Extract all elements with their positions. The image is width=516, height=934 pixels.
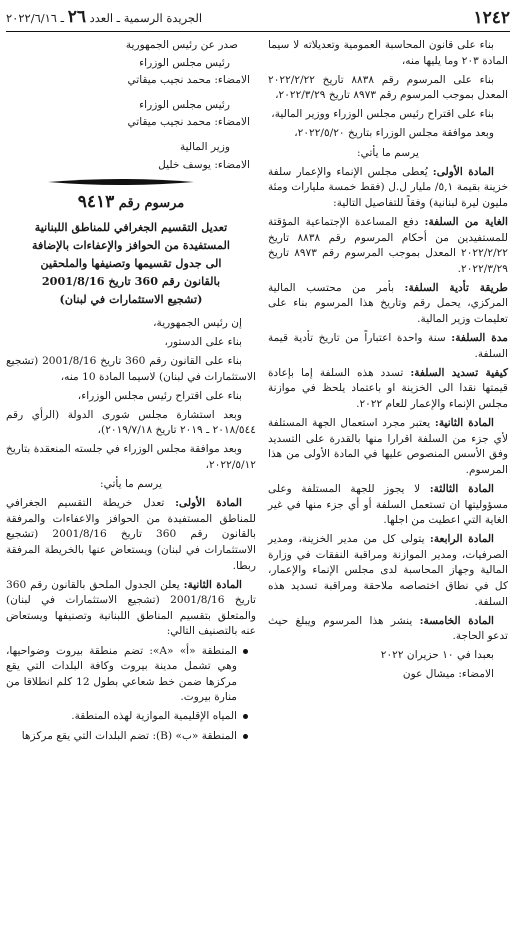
- paragraph: [268, 532, 508, 610]
- paragraph-text: يرسم ما يأتي:: [357, 146, 419, 159]
- decree-subtitle-line: تعديل التقسيم الجغرافي للمناطق اللبنانية: [34, 219, 228, 234]
- paragraph-text: تسدد هذه السلفة إما بإعادة قيمتها نقدا الى الخزينة او باعتماد يلحظ في موازنة مجلس الإنماء والإعمار للعام ٢٠٢٢.: [268, 366, 508, 410]
- issue-number: ٢٦: [67, 7, 86, 28]
- signature-line: وزير المالية: [179, 140, 230, 153]
- paragraph-text: سنة واحدة اعتباراً من تاريخ تأدية قيمة السلفة.: [268, 332, 508, 360]
- right-column: [268, 38, 508, 687]
- paragraph: [268, 667, 508, 683]
- paragraph: [6, 316, 256, 332]
- article-label: المادة الرابعة:: [429, 533, 494, 546]
- article-label: المادة الأولى:: [432, 165, 494, 178]
- paragraph-text: بناء على اقتراح رئيس مجلس الوزراء ووزير المالية،: [271, 108, 494, 121]
- decree-subtitle-line: (تشجيع الاستثمارات في لبنان): [59, 291, 203, 306]
- gazette-title: [6, 7, 203, 28]
- signature-line: رئيس مجلس الوزراء: [139, 56, 230, 69]
- paragraph: [268, 482, 508, 529]
- paragraph-text: لا يجوز للجهة المستلفة وعلى مسؤوليتها ان تستعمل السلفة أو أي جزء منها في غير الغاية التي اعطيت من اجلها.: [268, 482, 508, 527]
- header-divider: [6, 31, 510, 32]
- article-label: المادة الثالثة:: [429, 482, 495, 495]
- list-item: [6, 709, 256, 725]
- decree-number: ٩٤١٣: [77, 192, 115, 213]
- paragraph-text: يعلن الجدول الملحق بالقانون رقم 360 تاريخ 2001/8/16 (تشجيع الاستثمارات في لبنان) والمتعلق بتقسيم المناطق اللبنانية وتصنيفها ويستعاض عنه بالتصنيف التالي:: [6, 578, 256, 638]
- list-item-text: المنطقة «ب» (B): تضم البلدات التي يقع مركزها: [21, 729, 237, 742]
- page-header: [6, 6, 510, 30]
- divider-ornament: [46, 177, 196, 187]
- paragraph-text: يُعطى مجلس الإنماء والإعمار سلفة خزينة بقيمة ٥,١/ مليار ل.ل (فقط خمسة مليارات ومئة مليون ليرة لبنانية) وفقاً للتفاصيل التالية:: [268, 165, 508, 209]
- paragraph: [6, 578, 256, 640]
- paragraph: [6, 335, 256, 351]
- article-label: مدة السلفة:: [451, 332, 508, 345]
- paragraph: [268, 416, 508, 478]
- signature-line: الامضاء: محمد نجيب ميقاتي: [127, 74, 250, 87]
- paragraph-text: وبعد موافقة مجلس الوزراء في جلسته المنعقدة بتاريخ ٢٠٢٢/٥/١٢،: [6, 443, 256, 471]
- paragraph-text: وبعد موافقة مجلس الوزراء بتاريخ ٢٠٢٢/٥/٢٠،: [294, 127, 494, 140]
- paragraph: [268, 146, 508, 162]
- gazette-name: الجريدة الرسمية ـ العدد: [89, 11, 203, 26]
- bullet-dot-icon: [243, 714, 248, 719]
- paragraph-text: بناء على المرسوم رقم ٨٨٣٨ تاريخ ٢٠٢٢/٢/٢٢ المعدل بموجب المرسوم رقم ٨٩٧٣ تاريخ ٢٠٢٢/٣/٢٩،: [268, 73, 508, 102]
- article-label: طريقة تأدية السلفة:: [404, 281, 508, 294]
- paragraph-text: بناء على القانون رقم 360 تاريخ 2001/8/16 (تشجيع الاستثمارات في لبنان) لاسيما المادة 10 منه،: [6, 354, 256, 383]
- bullet-dot-icon: [243, 734, 248, 739]
- paragraph-text: بناء على الدستور،: [164, 335, 242, 348]
- paragraph: [6, 389, 256, 405]
- article-label: الغاية من السلفة:: [424, 215, 508, 228]
- article-label: المادة الثانية:: [183, 578, 242, 591]
- paragraph: [6, 442, 256, 473]
- paragraph: [6, 354, 256, 385]
- paragraph-text: يتولى كل من مدير الخزينة، ومدير الصرفيات، ومدير الموازنة ومراقبة النفقات في وزارة المالية وجهاز المحاسبة لدى مجلس الإنماء والإعمار، كل في نطاق اختصاصه ملاحقة ومراقبة تسديد هذه السلفة.: [268, 533, 508, 608]
- list-item: [6, 729, 256, 745]
- paragraph: [268, 614, 508, 645]
- paragraph: [268, 38, 508, 69]
- paragraph-text: بأمر من محتسب المالية المركزي، يحمل رقم وتاريخ هذا المرسوم بناء على تعليمات وزير المالية.: [268, 281, 508, 325]
- paragraph: [268, 281, 508, 328]
- paragraph-text: بعبدا في ١٠ حزيران ٢٠٢٢: [380, 649, 494, 662]
- decree-subtitle-line: الى جدول تقسيمها وتصنيفها والملحقين: [40, 255, 222, 270]
- paragraph: [268, 165, 508, 212]
- paragraph-text: الامضاء: ميشال عون: [402, 668, 494, 681]
- paragraph: [268, 366, 508, 413]
- paragraph-text: إن رئيس الجمهورية،: [153, 316, 242, 329]
- decree-heading: [6, 192, 256, 213]
- paragraph-text: دفع المساعدة الإجتماعية المؤقتة للمستفيدين من أحكام المرسوم رقم ٨٨٣٨ تاريخ ٢٠٢٢/٢/٢٢ المعدل بموجب المرسوم رقم ٨٩٧٣ تاريخ ٢٠٢٢/٣/٢٩.: [268, 215, 509, 275]
- list-item-text: المياه الإقليمية الموازية لهذه المنطقة.: [71, 710, 237, 723]
- signature-line: صدر عن رئيس الجمهورية: [125, 39, 238, 51]
- signature-line: رئيس مجلس الوزراء: [139, 98, 230, 111]
- list-item: [6, 644, 256, 706]
- issue-date: ـ ٢٠٢٢/٦/١٦: [6, 11, 65, 26]
- page-number: ١٢٤٢: [473, 8, 510, 29]
- paragraph-text: ينشر هذا المرسوم ويبلغ حيث تدعو الحاجة.: [268, 614, 508, 643]
- article-label: المادة الخامسة:: [419, 614, 494, 627]
- decree-body: [6, 316, 256, 640]
- paragraph: [6, 496, 256, 574]
- paragraph: [268, 215, 508, 277]
- paragraph-text: تعدل خريطة التقسيم الجغرافي للمناطق المستفيدة من الحوافز والاعفاءات والمرفقة بالقانون رقم 360 تاريخ 2001/8/16 (تشجيع الاستثمارات في لبنان) ويستعاض عنها بالخريطة المرفقة ربطا.: [6, 497, 256, 572]
- paragraph-text: بناء على قانون المحاسبة العمومية وتعديلاته لا سيما المادة ٢٠٣ وما يليها منه،: [268, 39, 508, 67]
- paragraph: [268, 107, 508, 123]
- paragraph: [268, 126, 508, 142]
- paragraph-text: بناء على اقتراح رئيس مجلس الوزراء،: [77, 389, 242, 402]
- bullet-list: [6, 644, 256, 745]
- decree-subtitle-line: بالقانون رقم 360 تاريخ 2001/8/16: [41, 273, 221, 288]
- signature-line: الامضاء: محمد نجيب ميقاتي: [127, 116, 250, 129]
- left-column: [6, 38, 256, 748]
- paragraph: [268, 331, 508, 362]
- paragraph: [6, 477, 256, 493]
- signature-line: الامضاء: يوسف خليل: [158, 158, 250, 171]
- decree-title: مرسوم رقم: [118, 196, 185, 212]
- article-label: المادة الثانية:: [434, 417, 495, 430]
- bullet-dot-icon: [243, 649, 248, 654]
- paragraph: [268, 73, 508, 104]
- decree-subtitle: [6, 218, 256, 308]
- paragraph: [268, 648, 508, 664]
- list-item-text: المنطقة «أ» «A»: تضم منطقة بيروت وضواحيها، وهي تشمل مدينة بيروت وكافة البلدات التي يقع مركزها ضمن خط شعاعي بطول 12 كلم انطلاقا من منارة بيروت.: [6, 644, 238, 704]
- paragraph: [6, 408, 256, 439]
- paragraph-text: يرسم ما يأتي:: [100, 478, 162, 491]
- paragraph-text: وبعد استشارة مجلس شورى الدولة (الرأي رقم ٢٠١٨/٥٤٤ ـ ٢٠١٩ تاريخ ٢٠١٩/٧/١٨)،: [6, 408, 256, 437]
- signature-block: [6, 38, 256, 173]
- article-label: المادة الأولى:: [175, 497, 242, 510]
- paragraph-text: يعتبر مجرد استعمال الجهة المستلفة لأي جزء من السلفة اقرارا منها بالقدرة على التسديد وفق الأسس المنصوص عليها في المادة الأولى من هذا المرسوم.: [268, 417, 508, 476]
- article-label: كيفية تسديد السلفة:: [410, 366, 508, 379]
- decree-subtitle-line: المستفيدة من الحوافز والإعفاءات بالإضافة: [31, 237, 231, 252]
